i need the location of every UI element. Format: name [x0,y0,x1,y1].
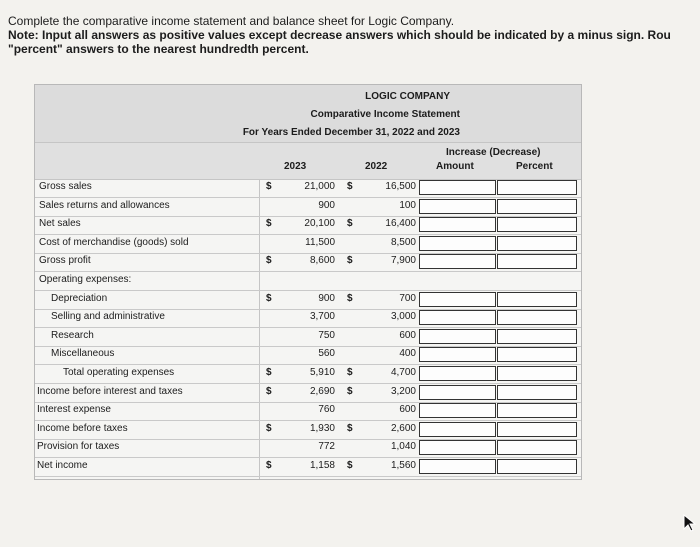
value-2022: 2,600 [390,422,416,434]
column-header-band [35,143,581,180]
value-2023: 772 [318,441,335,453]
value-2022: 7,900 [390,255,416,267]
percent-input[interactable] [497,385,577,400]
dollar-sign-2022: $ [347,460,353,471]
dollar-sign-2022: $ [347,422,353,434]
statement-row [35,235,581,254]
dollar-sign-2022: $ [347,218,353,230]
percent-input[interactable] [497,347,577,362]
amount-input[interactable] [419,385,496,400]
statement-header [35,85,581,143]
percent-input[interactable] [497,236,577,251]
value-2022: 16,400 [385,218,416,230]
row-label: Gross sales [39,181,92,192]
value-2023: 3,700 [309,311,335,323]
instructions [8,14,700,56]
dollar-sign-2023: $ [266,255,272,267]
dollar-sign-2023: $ [266,367,272,378]
dollar-sign-2023: $ [266,460,272,471]
col-percent-header: Percent [516,161,553,172]
value-2022: 1,560 [390,460,416,471]
row-label: Research [51,329,94,341]
dollar-sign-2022: $ [347,292,353,304]
value-2023: 750 [318,329,335,341]
percent-input[interactable] [497,422,577,437]
statement-row [35,216,581,235]
value-2023: 8,600 [309,255,335,267]
statement-row [35,272,581,291]
row-label: Sales returns and allowances [39,199,170,211]
amount-input[interactable] [419,459,496,474]
percent-input[interactable] [497,403,577,418]
row-label: Miscellaneous [51,348,115,360]
row-label: Income before interest and taxes [37,385,183,397]
dollar-sign-2023: $ [266,218,272,230]
value-2022: 3,200 [390,385,416,397]
row-label: Provision for taxes [37,441,120,453]
row-label: Net sales [39,218,81,230]
percent-input[interactable] [497,329,577,344]
value-2023: 900 [318,199,335,211]
row-label: Operating expenses: [39,274,132,285]
value-2022: 600 [399,329,416,341]
value-2022: 16,500 [385,181,416,192]
statement-row [35,291,581,310]
instruction-line-2: Note: Input all answers as positive values except decrease answers which should be indicated by a minus sign. Rou [8,28,671,42]
amount-input[interactable] [419,199,496,214]
percent-input[interactable] [497,440,577,455]
row-label: Total operating expenses [63,367,175,378]
amount-input[interactable] [419,422,496,437]
income-statement-panel [34,84,582,480]
row-label: Interest expense [37,404,111,416]
statement-row [35,458,581,477]
amount-input[interactable] [419,292,496,307]
dollar-sign-2022: $ [347,255,353,267]
value-2023: 760 [318,404,335,416]
amount-input[interactable] [419,403,496,418]
statement-row [35,309,581,328]
value-2023: 560 [318,348,335,360]
amount-input[interactable] [419,254,496,269]
percent-input[interactable] [497,310,577,325]
row-label: Net income [37,460,88,471]
col-2023-header: 2023 [284,161,307,172]
row-label: Depreciation [51,292,108,304]
value-2023: 2,690 [309,385,335,397]
row-label: Income before taxes [37,422,128,434]
value-2023: 5,910 [309,367,335,378]
statement-title: Comparative Income Statement [310,109,460,120]
amount-input[interactable] [419,217,496,232]
dollar-sign-2022: $ [347,385,353,397]
percent-input[interactable] [497,459,577,474]
amount-input[interactable] [419,366,496,381]
instruction-line-3: "percent" answers to the nearest hundredth percent. [8,42,309,56]
instruction-line-1: Complete the comparative income statement and balance sheet for Logic Company. [8,14,455,28]
col-amount-header: Amount [436,161,474,172]
value-2022: 100 [399,199,416,211]
col-increase-header: Increase (Decrease) [446,147,541,158]
value-2022: 700 [399,292,416,304]
dollar-sign-2023: $ [266,181,272,192]
dollar-sign-2023: $ [266,292,272,304]
statement-row [35,179,581,198]
statement-row [35,346,581,365]
dollar-sign-2022: $ [347,367,353,378]
statement-row [35,198,581,217]
statement-row [35,253,581,272]
value-2022: 4,700 [390,367,416,378]
statement-row [35,421,581,440]
amount-input[interactable] [419,347,496,362]
amount-input[interactable] [419,440,496,455]
value-2023: 1,158 [309,460,335,471]
value-2023: 11,500 [305,236,335,248]
amount-input[interactable] [419,329,496,344]
value-2022: 8,500 [390,236,416,248]
value-2023: 20,100 [304,218,335,230]
value-2023: 21,000 [304,181,335,192]
value-2023: 900 [318,292,335,304]
statement-row [35,402,581,421]
dollar-sign-2022: $ [347,181,353,192]
percent-input[interactable] [497,254,577,269]
dollar-sign-2023: $ [266,385,272,397]
row-label: Selling and administrative [51,311,165,323]
col-2022-header: 2022 [365,161,388,172]
amount-input[interactable] [419,310,496,325]
row-label: Cost of merchandise (goods) sold [39,236,189,248]
percent-input[interactable] [497,292,577,307]
value-2022: 600 [399,404,416,416]
amount-input[interactable] [419,236,496,251]
value-2023: 1,930 [309,422,335,434]
statement-row [35,384,581,403]
statement-row [35,365,581,384]
amount-input[interactable] [419,180,496,195]
value-2022: 3,000 [390,311,416,323]
statement-row [35,439,581,458]
statement-row [35,328,581,347]
value-2022: 400 [399,348,416,360]
percent-input[interactable] [497,217,577,232]
row-label: Gross profit [39,255,91,267]
company-name: LOGIC COMPANY [365,91,450,102]
dollar-sign-2023: $ [266,422,272,434]
mouse-cursor-icon [683,514,697,532]
value-2022: 1,040 [390,441,416,453]
percent-input[interactable] [497,180,577,195]
percent-input[interactable] [497,366,577,381]
percent-input[interactable] [497,199,577,214]
statement-period: For Years Ended December 31, 2022 and 2023 [242,127,460,138]
